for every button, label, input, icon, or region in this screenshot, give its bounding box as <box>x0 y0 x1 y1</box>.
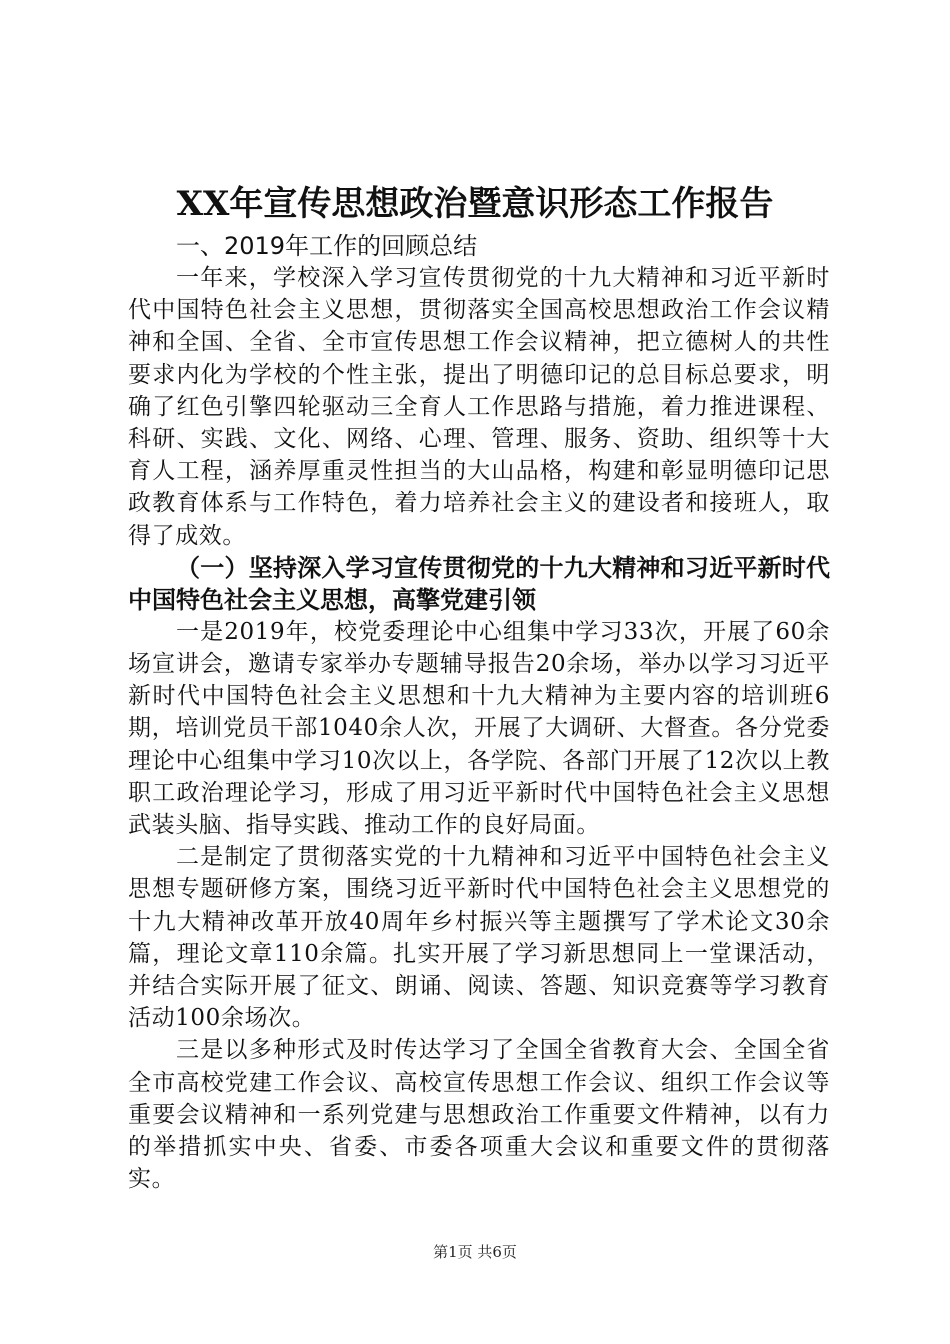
paragraph-third: 三是以多种形式及时传达学习了全国全省教育大会、全国全省全市高校党建工作会议、高校宣传思想工作会议、组织工作会议等重要会议精神和一系列党建与思想政治工作重要文件精神，以有力的举措抓实中央、省委、市委各项重大会议和重要文件的贯彻落实。 <box>128 1037 830 1193</box>
page-footer: 第1页 共6页 <box>433 1243 517 1261</box>
paragraph-second: 二是制定了贯彻落实党的十九精神和习近平中国特色社会主义思想专题研修方案，围绕习近平新时代中国特色社会主义思想党的十九大精神改革开放40周年乡村振兴等主题撰写了学术论文30余篇，理论文章110余篇。扎实开展了学习新思想同上一堂课活动，并结合实际开展了征文、朗诵、阅读、答题、知识竞赛等学习教育活动100余场次。 <box>128 844 830 1032</box>
document-title: XX年宣传思想政治暨意识形态工作报告 <box>176 184 774 224</box>
document-body <box>128 230 830 1195</box>
section-heading: 一、2019年工作的回顾总结 <box>176 232 478 260</box>
intro-paragraph: 一年来，学校深入学习宣传贯彻党的十九大精神和习近平新时代中国特色社会主义思想，贯彻落实全国高校思想政治工作会议精神和全国、全省、全市宣传思想工作会议精神，把立德树人的共性要求内化为学校的个性主张，提出了明德印记的总目标总要求，明确了红色引擎四轮驱动三全育人工作思路与措施，着力推进课程、科研、实践、文化、网络、心理、管理、服务、资助、组织等十大育人工程，涵养厚重灵性担当的大山品格，构建和彰显明德印记思政教育体系与工作特色，着力培养社会主义的建设者和接班人，取得了成效。 <box>128 265 830 549</box>
subsection-heading: （一）坚持深入学习宣传贯彻党的十九大精神和习近平新时代中国特色社会主义思想，高擎党建引领 <box>128 553 830 614</box>
paragraph-first: 一是2019年，校党委理论中心组集中学习33次，开展了60余场宣讲会，邀请专家举办专题辅导报告20余场，举办以学习习近平新时代中国特色社会主义思想和十九大精神为主要内容的培训班6期，培训党员干部1040余人次，开展了大调研、大督查。各分党委理论中心组集中学习10次以上，各学院、各部门开展了12次以上教职工政治理论学习，形成了用习近平新时代中国特色社会主义思想武装头脑、指导实践、推动工作的良好局面。 <box>128 618 830 839</box>
